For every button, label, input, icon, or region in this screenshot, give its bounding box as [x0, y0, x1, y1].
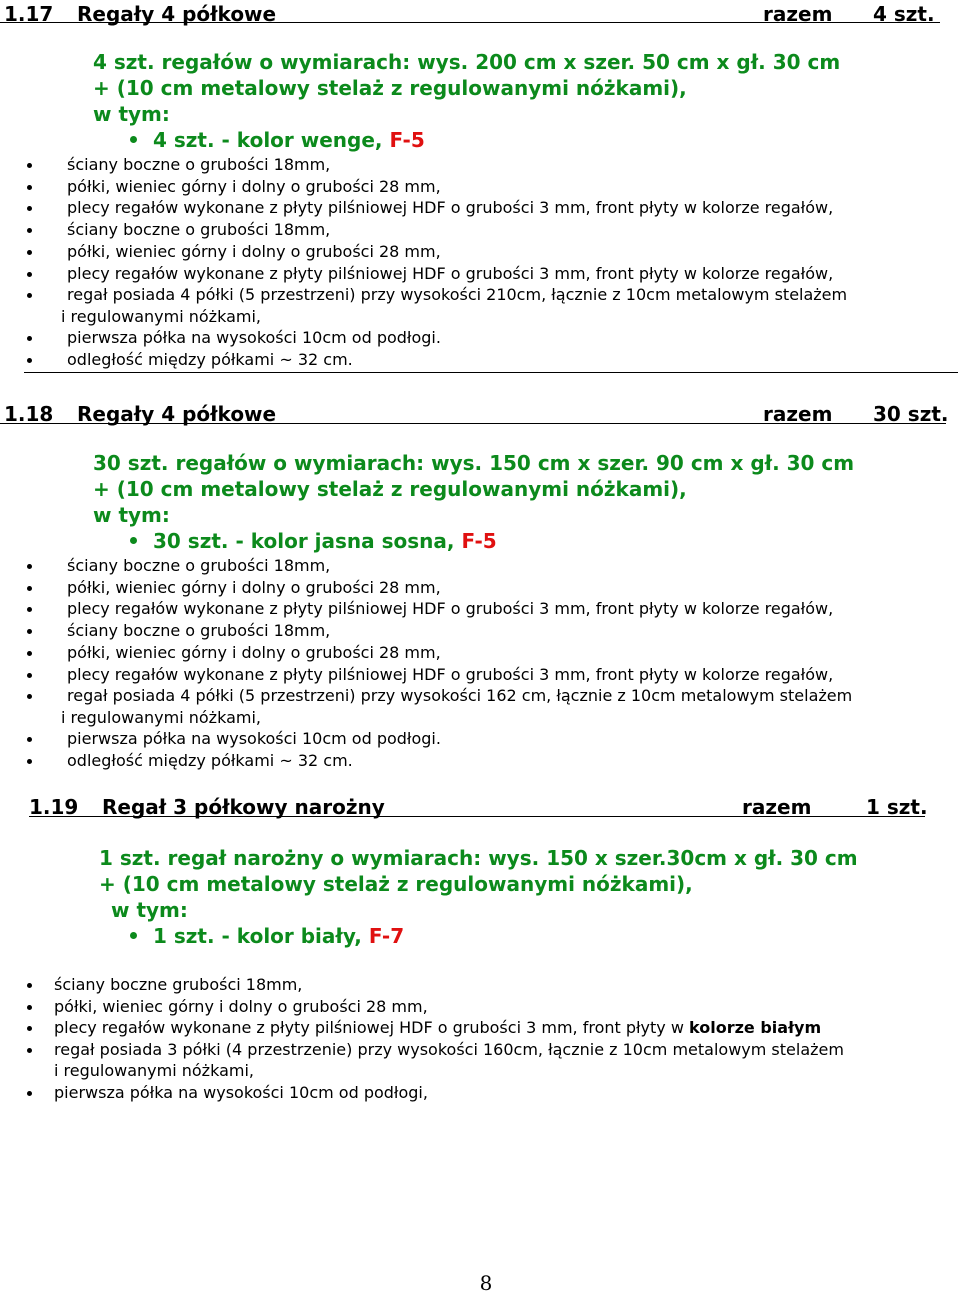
frame-line: + (10 cm metalowy stelaż z regulowanymi nóżkami),	[93, 477, 687, 501]
bullet-icon	[27, 759, 32, 764]
header-underline	[0, 22, 940, 23]
color-line	[130, 127, 425, 153]
spec-list	[27, 154, 847, 306]
list-item: pierwsza półka na wysokości 10cm od podłogi,	[27, 1082, 428, 1104]
color-text: 1 szt. - kolor biały,	[153, 924, 369, 948]
list-item: plecy regałów wykonane z płyty pilśniowej HDF o grubości 3 mm, front płyty w kolorze białym	[27, 1017, 844, 1039]
bullet-icon	[27, 983, 32, 988]
section-divider	[24, 372, 958, 373]
bullet-icon	[27, 673, 32, 678]
section-title: Regały 4 półkowe	[77, 2, 277, 26]
list-item: pierwsza półka na wysokości 10cm od podłogi.	[27, 728, 441, 750]
bullet-icon	[130, 537, 137, 544]
list-item: plecy regałów wykonane z płyty pilśniowej HDF o grubości 3 mm, front płyty w kolorze regałów,	[27, 197, 847, 219]
bullet-icon	[27, 336, 32, 341]
list-item: plecy regałów wykonane z płyty pilśniowej HDF o grubości 3 mm, front płyty w kolorze regałów,	[27, 598, 852, 620]
list-item: regał posiada 3 półki (4 przestrzenie) przy wysokości 160cm, łącznie z 10cm metalowym stelażem	[27, 1039, 844, 1061]
list-item: plecy regałów wykonane z płyty pilśniowej HDF o grubości 3 mm, front płyty w kolorze regałów,	[27, 263, 847, 285]
color-text: 4 szt. - kolor wenge,	[153, 128, 390, 152]
frame-line: + (10 cm metalowy stelaż z regulowanymi nóżkami),	[93, 76, 687, 100]
color-text: 30 szt. - kolor jasna sosna,	[153, 529, 462, 553]
bullet-icon	[27, 293, 32, 298]
bullet-icon	[27, 1026, 32, 1031]
spec-list-bold	[27, 1017, 844, 1060]
bullet-icon	[27, 250, 32, 255]
bullet-icon	[130, 932, 137, 939]
header-underline	[0, 423, 946, 424]
spec-list-2	[27, 728, 441, 771]
list-item: półki, wieniec górny i dolny o grubości 28 mm,	[27, 996, 428, 1018]
list-item: ściany boczne o grubości 18mm,	[27, 555, 852, 577]
bullet-icon	[27, 185, 32, 190]
razem-label: razem	[742, 795, 812, 819]
list-item: odległość między półkami ~ 32 cm.	[27, 750, 441, 772]
section-number: 1.19	[29, 795, 79, 819]
spec-continuation: i regulowanymi nóżkami,	[54, 1061, 254, 1080]
quantity: 4 szt.	[873, 2, 935, 26]
including-label: w tym:	[111, 898, 188, 922]
list-item: regał posiada 4 półki (5 przestrzeni) przy wysokości 210cm, łącznie z 10cm metalowym stelażem	[27, 284, 847, 306]
bullet-icon	[27, 228, 32, 233]
list-item: odległość między półkami ~ 32 cm.	[27, 349, 441, 371]
list-item: pierwsza półka na wysokości 10cm od podłogi.	[27, 327, 441, 349]
spec-list-2	[27, 327, 441, 370]
bullet-icon	[27, 206, 32, 211]
section-title: Regały 4 półkowe	[77, 402, 277, 426]
razem-label: razem	[763, 402, 833, 426]
color-code: F-7	[368, 924, 405, 948]
list-item: półki, wieniec górny i dolny o grubości 28 mm,	[27, 176, 847, 198]
color-line	[130, 923, 404, 949]
bullet-icon	[27, 564, 32, 569]
bullet-icon	[27, 607, 32, 612]
list-item: półki, wieniec górny i dolny o grubości 28 mm,	[27, 642, 852, 664]
frame-line: + (10 cm metalowy stelaż z regulowanymi nóżkami),	[99, 872, 693, 896]
section-number: 1.18	[4, 402, 54, 426]
bullet-icon	[27, 1005, 32, 1010]
color-line	[130, 528, 497, 554]
bullet-icon	[27, 586, 32, 591]
bullet-icon	[27, 1048, 32, 1053]
spec-list	[27, 974, 428, 1017]
dimensions-line: 1 szt. regał narożny o wymiarach: wys. 150 x szer.30cm x gł. 30 cm	[99, 846, 858, 870]
color-code: F-5	[461, 529, 497, 553]
quantity: 30 szt.	[873, 402, 949, 426]
including-label: w tym:	[93, 102, 170, 126]
spec-list	[27, 555, 852, 707]
bullet-icon	[130, 136, 137, 143]
list-item: ściany boczne o grubości 18mm,	[27, 219, 847, 241]
bullet-icon	[27, 629, 32, 634]
list-item: ściany boczne o grubości 18mm,	[27, 154, 847, 176]
including-label: w tym:	[93, 503, 170, 527]
list-item: półki, wieniec górny i dolny o grubości 28 mm,	[27, 577, 852, 599]
spec-list-2	[27, 1082, 428, 1104]
list-item: półki, wieniec górny i dolny o grubości 28 mm,	[27, 241, 847, 263]
bullet-icon	[27, 694, 32, 699]
color-code: F-5	[389, 128, 425, 152]
bullet-icon	[27, 272, 32, 277]
bullet-icon	[27, 651, 32, 656]
dimensions-line: 4 szt. regałów o wymiarach: wys. 200 cm x szer. 50 cm x gł. 30 cm	[93, 50, 841, 74]
razem-label: razem	[763, 2, 833, 26]
quantity: 1 szt.	[866, 795, 928, 819]
bullet-icon	[27, 358, 32, 363]
spec-continuation: i regulowanymi nóżkami,	[61, 708, 261, 727]
page-number: 8	[479, 1271, 493, 1295]
section-title: Regał 3 półkowy narożny	[102, 795, 385, 819]
spec-continuation: i regulowanymi nóżkami,	[61, 307, 261, 326]
list-item: plecy regałów wykonane z płyty pilśniowej HDF o grubości 3 mm, front płyty w kolorze regałów,	[27, 664, 852, 686]
list-item: regał posiada 4 półki (5 przestrzeni) przy wysokości 162 cm, łącznie z 10cm metalowym stelażem	[27, 685, 852, 707]
bold-color-text: kolorze białym	[689, 1018, 822, 1037]
bullet-icon	[27, 163, 32, 168]
list-item: ściany boczne o grubości 18mm,	[27, 620, 852, 642]
bullet-icon	[27, 737, 32, 742]
header-underline	[29, 816, 925, 817]
list-item: ściany boczne grubości 18mm,	[27, 974, 428, 996]
bullet-icon	[27, 1091, 32, 1096]
dimensions-line: 30 szt. regałów o wymiarach: wys. 150 cm x szer. 90 cm x gł. 30 cm	[93, 451, 855, 475]
section-number: 1.17	[4, 2, 54, 26]
